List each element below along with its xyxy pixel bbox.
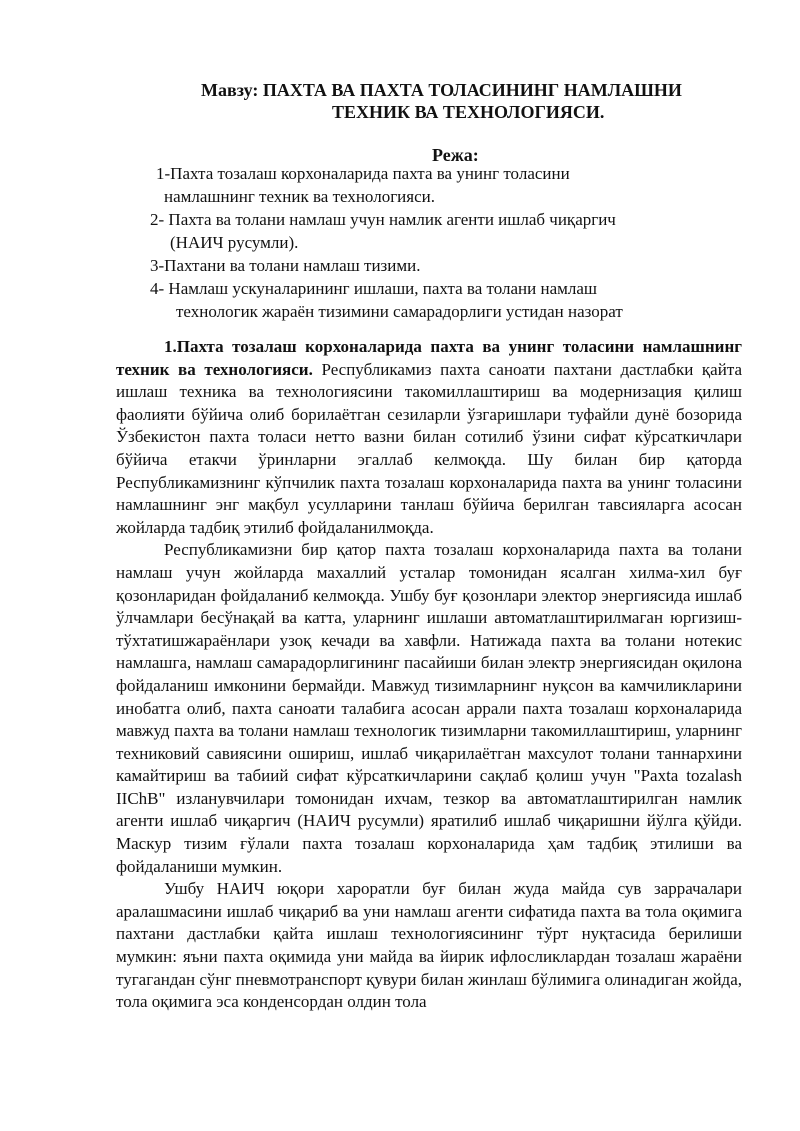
paragraph-1 [116,336,742,539]
plan-item-1-line1: 1-Пахта тозалаш корхоналарида пахта ва унинг толасини [156,164,570,183]
body-text [116,336,742,1014]
plan-item-2-line1: 2- Пахта ва толани намлаш учун намлик агенти ишлаб чиқаргич [150,210,616,229]
plan-item-2-line2: (НАИЧ русумли). [170,233,299,252]
paragraph-1-text: Республикамиз пахта саноати пахтани дастлабки қайта ишлаш техника ва технологиясини такомиллаштириш ва модернизация қилиш фаолияти бўйича олиб борилаётган сезиларли ўзгаришлари туфайли дунё бозорида Ўзбекистон пахта толаси нетто вазни билан сотилиб ўзини сифат кўрсаткичлари бўйича етакчи ўринларни эгаллаб келмоқда. Шу билан бир қаторда Республикамизнинг кўпчилик пахта тозалаш корхоналарида пахта ва унинг толасини намлашнинг энг мақбул усулларини танлаш бўйича берилган тавсияларга асосан жойларда тадбиқ этилиб фойдаланилмоқда. [116,359,743,537]
title-line-1: Мавзу: ПАХТА ВА ПАХТА ТОЛАСИНИНГ НАМЛАШНИ [201,80,682,100]
plan-item-2 [150,208,710,254]
section-heading: 1.Пахта тозалаш корхоналарида пахта ва унинг толасини намлашнинг техник ва технологияси. [116,337,742,379]
plan-heading: Режа: [432,145,479,165]
plan-list [150,162,710,323]
plan-item-1 [150,162,710,208]
plan-item-4-line1: 4- Намлаш ускуналарининг ишлаши, пахта ва толани намлаш [150,279,597,298]
plan-item-4-line2: технологик жараён тизимини самарадорлиги устидан назорат [176,302,623,321]
plan-item-4 [150,277,710,323]
title-line-2: ТЕХНИК ВА ТЕХНОЛОГИЯСИ. [332,102,605,122]
plan-item-3-line1: 3-Пахтани ва толани намлаш тизими. [150,256,421,275]
paragraph-3: Ушбу НАИЧ юқори хароратли буғ билан жуда майда сув заррачалари аралашмасини ишлаб чиқариб ва уни намлаш агенти сифатида пахта ва тола оқимига пахтани дастлабки қайта ишлаш технологиясининг тўрт нуқтасида берилиши мумкин: яъни пахта оқимида уни майда ва йирик ифлосликлардан тозалаш жараёни тугагандан сўнг пневмотранспорт қувури билан жинлаш бўлимига олинадиган жойда, тола оқимига эса конденсордан олдин тола [116,879,742,1012]
plan-item-1-line2: намлашнинг техник ва технологияси. [164,187,435,206]
paragraph-2: Республикамизни бир қатор пахта тозалаш корхоналарида пахта ва толани намлаш учун жойларда махаллий усталар томонидан ясалган хилма-хил буғ қозонларидан фойдаланиб келмоқда. Ушбу буғ қозонлари электор энергиясида ишлаб ўлчамлари бесўнақай ва катта, уларнинг ишлаши автоматлаштирилмаган юргизиш-тўхтатишжараёнлари узоқ кечади ва хавфли. Натижада пахта ва толани нотекис намлашга, намлаш самарадорлигининг пасайиши билан электр энергиясидан оқилона фойдаланиш имконини бермайди. Мавжуд тизимларнинг нуқсон ва камчиликларини инобатга олиб, пахта саноати талабига асосан аррали пахта тозалаш корхоналарида мавжуд пахта ва толани намлаш технологик тизимларни такомиллаштириш, уларнинг техниковий савиясини ошириш, ишлаб чиқарилаётган махсулот толани таннархини камайтириш ва табиий сифат кўрсаткичларини сақлаб қолиш учун "Paxta tozalash IIChB" изланувчилари томонидан ихчам, тезкор ва автоматлаштирилган намлик агенти ишлаб чиқаргич (НАИЧ русумли) яратилиб ишлаб чиқаришни йўлга қўйди. Маскур тизим ғўлали пахта тозалаш корхоналарида ҳам тадбиқ этилиши ва фойдаланиши мумкин. [116,540,742,876]
plan-item-3 [150,254,710,277]
